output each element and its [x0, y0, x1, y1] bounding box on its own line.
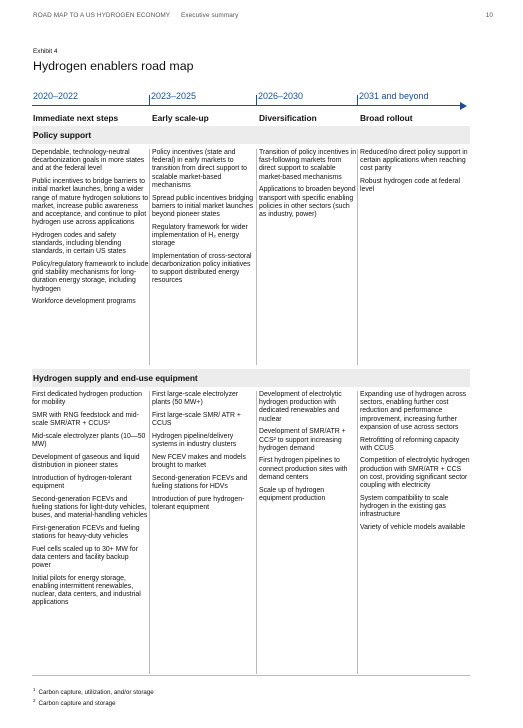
period-2031-beyond: 2031 and beyond — [359, 91, 429, 101]
list-item: System compatibility to scale hydrogen in the existing gas infrastructure — [360, 494, 449, 519]
list-item: Scale up of hydrogen equipment production — [259, 486, 326, 502]
supply-column-2026-2030 — [256, 391, 357, 674]
supply-column-2031-beyond — [357, 391, 470, 674]
period-2023-2025: 2023–2025 — [151, 91, 197, 101]
footnote-marker: 1 — [33, 687, 36, 692]
list-item: Hydrogen codes and safety standards, including blending standards, in certain US states — [32, 231, 126, 256]
list-item: Applications to broaden beyond transport with specific enabling policies in other sectors (such as industry, power) — [259, 186, 356, 218]
policy-column-2031-beyond — [357, 149, 470, 365]
list-item: Variety of vehicle models available — [360, 523, 466, 531]
running-header — [33, 12, 493, 22]
timeline — [32, 88, 470, 112]
footnote-text: Carbon capture, utilization, and/or storage — [38, 689, 154, 697]
exhibit-label: Exhibit 4 — [33, 48, 58, 55]
list-item: Robust hydrogen code at federal level — [360, 178, 460, 194]
list-item: Development of SMR/ATR + CCS² to support increasing hydrogen demand — [259, 428, 346, 452]
list-item: Transition of policy incentives in fast-following markets from direct support to scalable market-based mechanisms — [259, 149, 357, 181]
list-item: Policy/regulatory framework to include grid stability mechanisms for long-duration energy storage, including hydrogen — [32, 260, 149, 293]
list-item: Dependable, technology-neutral decarbonization goals in more states and at the federal level — [32, 149, 145, 173]
list-item: Introduction of hydrogen-tolerant equipment — [32, 474, 132, 490]
policy-column-2023-2025 — [149, 149, 256, 365]
list-item: New FCEV makes and models brought to market — [152, 453, 246, 469]
list-item: Development of gaseous and liquid distribution in pioneer states — [32, 453, 140, 469]
list-item: Second-generation FCEVs and fueling stations for light-duty vehicles, buses, and material-handling vehicles — [32, 495, 148, 519]
list-item: Workforce development programs — [32, 298, 136, 306]
section-header-hydrogen-supply: Hydrogen supply and end-use equipment — [32, 369, 470, 387]
list-item: Competition of electrolytic hydrogen production with SMR/ATR + CCS on cost, providing significant sector coupling with electricity — [360, 457, 470, 490]
list-item: First large-scale electrolyzer plants (50 MW+) — [152, 391, 239, 407]
list-item: Development of electrolytic hydrogen production with dedicated renewables and nuclear — [259, 391, 342, 423]
list-item: First large-scale SMR/ ATR + CCUS — [152, 411, 241, 428]
footnote — [33, 686, 154, 697]
list-item: Implementation of cross-sectoral decarbonization policy initiatives to support distributed energy resources — [152, 252, 252, 285]
list-item: SMR with RNG feedstock and mid-scale SMR/ATR + CCUS¹ — [32, 411, 139, 428]
list-item: Expanding use of hydrogen across sectors, enabling further cost reduction and performance improvement, increasing further expansion of use across sectors — [360, 391, 467, 431]
section-header-policy-support: Policy support — [32, 126, 470, 144]
phase-early-scale-up: Early scale-up — [152, 113, 209, 123]
policy-column-2026-2030 — [256, 149, 357, 365]
list-item: Policy incentives (state and federal) in early markets to transition from direct support to scalable market-based mechanisms — [152, 149, 247, 189]
list-item: Hydrogen pipeline/delivery systems in industry clusters — [152, 432, 237, 449]
policy-column-2020-2022 — [32, 149, 149, 365]
list-item: Initial pilots for energy storage, enabling intermittent renewables, nuclear, data centers, and industrial applications — [32, 574, 141, 607]
timeline-arrow-icon — [460, 102, 467, 110]
footnote-text: Carbon capture and storage — [38, 700, 116, 708]
footnotes — [33, 686, 154, 708]
list-item: Public incentives to bridge barriers to initial market launches, bring a wider range of mature hydrogen solutions to market, increase public awareness and acceptance, and continue to pilot hydrogen use across applications — [32, 178, 149, 227]
supply-column-2023-2025 — [149, 391, 256, 674]
phase-diversification: Diversification — [259, 113, 317, 123]
footnote — [33, 697, 154, 708]
list-item: First hydrogen pipelines to connect production sites with demand centers — [259, 457, 348, 481]
exhibit-title: Hydrogen enablers road map — [33, 59, 194, 73]
list-item: Fuel cells scaled up to 30+ MW for data centers and facility backup power — [32, 545, 138, 569]
phase-immediate-next-steps: Immediate next steps — [33, 113, 119, 123]
timeline-axis — [32, 105, 464, 106]
document-title: ROAD MAP TO A US HYDROGEN ECONOMY — [33, 12, 171, 19]
page-number: 10 — [485, 12, 493, 19]
divider — [32, 675, 470, 676]
phase-broad-rollout: Broad rollout — [360, 113, 413, 123]
list-item: Regulatory framework for wider implementation of H₂ energy storage — [152, 223, 248, 248]
period-2026-2030: 2026–2030 — [258, 91, 304, 101]
list-item: Spread public incentives bridging barriers to initial market launches beyond pioneer states — [152, 194, 254, 218]
supply-column-2020-2022 — [32, 391, 149, 674]
list-item: First dedicated hydrogen production for mobility — [32, 391, 142, 407]
list-item: Mid-scale electrolyzer plants (10—50 MW) — [32, 432, 146, 449]
period-2020-2022: 2020–2022 — [33, 91, 79, 101]
list-item: First-generation FCEVs and fueling stations for heavy-duty vehicles — [32, 524, 140, 540]
section-name: Executive summary — [181, 12, 239, 19]
list-item: Retrofitting of reforming capacity with CCUS — [360, 436, 460, 452]
list-item: Introduction of pure hydrogen-tolerant equipment — [152, 495, 245, 511]
list-item: Second-generation FCEVs and fueling stations for HDVs — [152, 474, 248, 490]
phase-row — [32, 110, 470, 126]
footnote-marker: 2 — [33, 698, 36, 704]
list-item: Reduced/no direct policy support in certain applications when reaching cost parity — [360, 149, 468, 173]
